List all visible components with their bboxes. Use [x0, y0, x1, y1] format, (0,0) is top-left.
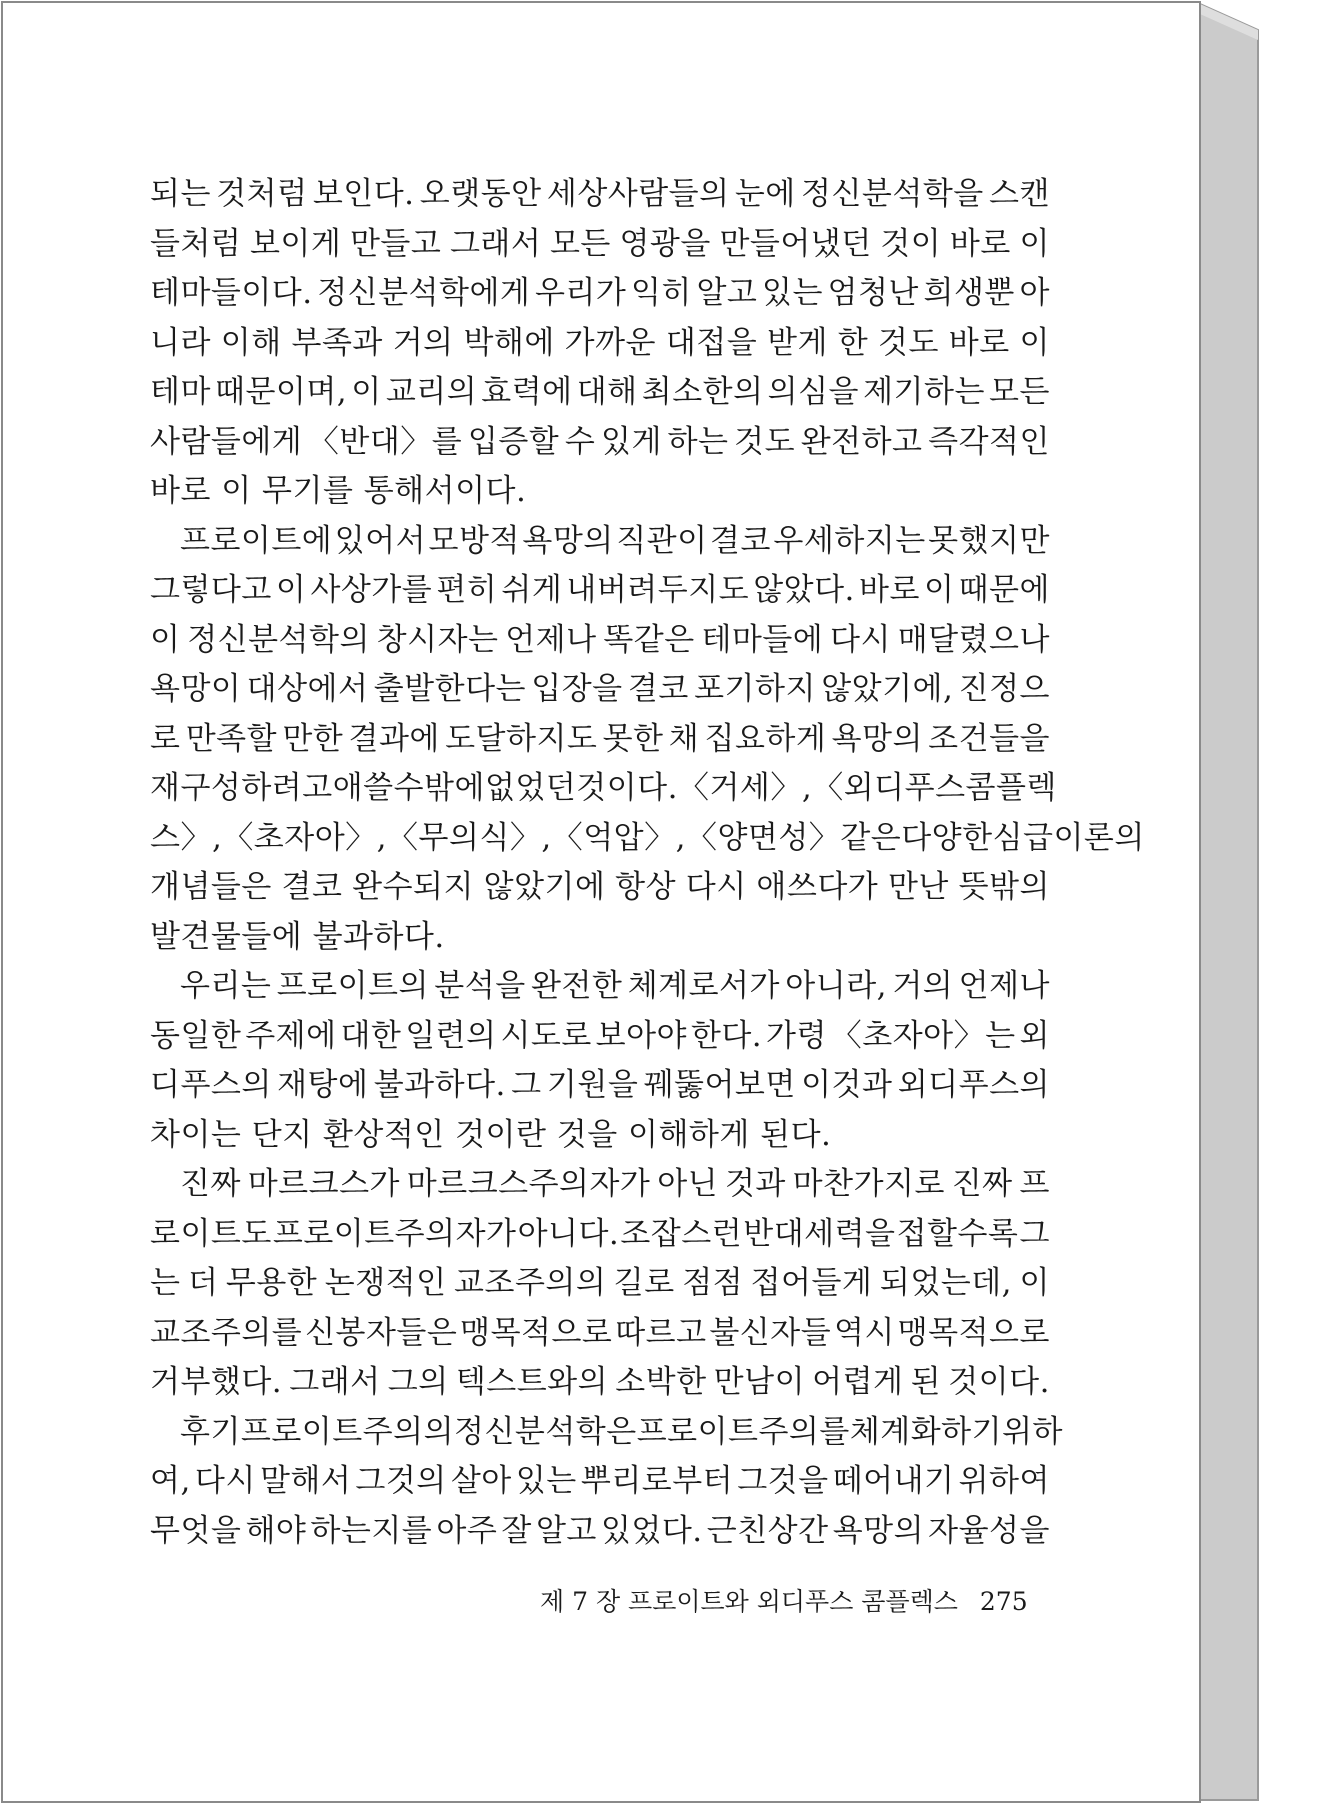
word: 후기프로이트주의의 — [180, 1413, 455, 1450]
word: 알고 — [535, 1512, 597, 1549]
word: 스〉, — [150, 819, 223, 856]
word: 교조주의의 — [454, 1265, 607, 1301]
word: 가까운 — [564, 324, 656, 361]
word: 사상가를 — [310, 572, 433, 608]
word: 편히 — [436, 572, 498, 608]
word: 테마들이다. — [150, 275, 313, 311]
text-line — [150, 1457, 1050, 1507]
word: 조건들을 — [928, 720, 1050, 757]
word: 언제나 — [505, 621, 597, 658]
word: 〈외디푸스 — [812, 770, 966, 806]
word: 수밖에 — [393, 770, 485, 806]
word: 여, — [150, 1463, 191, 1499]
word: 결코 — [627, 671, 689, 707]
text-line — [150, 467, 1050, 517]
word: 것이 — [880, 225, 942, 262]
word: 대상에서 — [246, 671, 369, 707]
word: 동일한 — [150, 1017, 242, 1054]
word: 의심을 — [767, 374, 859, 410]
word: 뜻밖의 — [958, 869, 1050, 905]
word: 우리가 — [534, 275, 627, 311]
word: 개념들은 — [150, 869, 272, 905]
word: 마르크스가 — [247, 1166, 400, 1202]
word: 주제에 — [245, 1017, 337, 1054]
text-line — [150, 962, 1050, 1012]
word: 보인다. — [312, 176, 415, 212]
word: 이해 — [220, 324, 282, 361]
word: 〈양면성〉 — [685, 819, 841, 856]
running-footer — [540, 1582, 1028, 1618]
word: 되는 — [150, 176, 211, 212]
word: 신봉자들은 — [305, 1314, 458, 1351]
word: 마르크스주의자가 — [406, 1166, 651, 1202]
word: 진정으 — [958, 671, 1050, 707]
word: 이 — [275, 572, 307, 608]
word: 그래서 — [289, 1364, 381, 1400]
text-line — [150, 1309, 1050, 1359]
word: 그의 — [387, 1364, 449, 1400]
text-line-content: 바로 이 무기를 통해서이다. — [150, 473, 527, 509]
word: 접할수록 — [896, 1215, 1019, 1252]
word: 는 — [150, 1265, 181, 1301]
word: 프 — [1019, 1166, 1050, 1202]
word: 로 — [150, 720, 181, 757]
word: 잘 — [501, 1512, 532, 1549]
word: 더 — [187, 1265, 219, 1301]
word: 그 — [1019, 1215, 1050, 1252]
word: 있어서 — [334, 522, 427, 559]
text-line — [150, 1358, 1050, 1408]
word: 무엇을 — [150, 1512, 242, 1549]
word: 프로이트주의를 — [636, 1413, 850, 1450]
word: 시도로 — [500, 1017, 592, 1054]
word: 거의 — [892, 968, 954, 1004]
word: 박해에 — [463, 324, 555, 361]
word: 있는 — [762, 275, 823, 311]
word: 진짜 — [180, 1166, 241, 1202]
word: 재탕에 — [277, 1067, 369, 1103]
word: 완전한 — [531, 968, 623, 1004]
word: 완전하고 — [800, 423, 923, 460]
word: 도달하지도 — [445, 720, 598, 757]
word: 애쓸 — [332, 770, 394, 806]
word: 무용한 — [225, 1265, 318, 1301]
word: 않았기에, — [821, 671, 954, 707]
word: 세상사람들의 — [546, 176, 730, 212]
word: 않았다. — [753, 572, 855, 608]
word: 일련의 — [405, 1017, 497, 1054]
word: 디푸스의 — [150, 1067, 272, 1103]
word: 결코 — [281, 869, 343, 905]
word: 있었다. — [600, 1512, 703, 1549]
word: 테마 — [150, 374, 211, 410]
word: 꿰뚫어보면 — [643, 1067, 796, 1103]
word: 그렇다고 — [150, 572, 272, 608]
word: 때문에 — [958, 572, 1050, 608]
word: 만난 — [887, 869, 949, 905]
word: 아니라, — [785, 968, 887, 1004]
word: 바로 — [859, 572, 920, 608]
word: 결코 — [710, 522, 771, 559]
word: 체계화하기 — [849, 1413, 1003, 1450]
word: 모방적 — [428, 522, 520, 559]
word: 되었는데, — [879, 1265, 1013, 1301]
text-line — [150, 616, 1050, 666]
word: 욕망의 — [832, 1512, 925, 1549]
word: 따르고 — [615, 1314, 707, 1351]
word: 이 — [1019, 1265, 1050, 1301]
word: 교리의 — [385, 374, 478, 410]
word: 그래서 — [449, 225, 542, 262]
word: 가령 — [766, 1017, 827, 1054]
page-number: 275 — [979, 1587, 1028, 1616]
word: 항상 — [615, 869, 677, 905]
word: 똑같은 — [603, 621, 695, 658]
text-line — [150, 566, 1050, 616]
word: 된 — [910, 1364, 942, 1400]
word: 보이게 — [249, 225, 342, 262]
text-line — [150, 913, 1050, 963]
word: 만들고 — [349, 225, 442, 262]
word: 포기하지 — [694, 671, 816, 707]
word: 대한 — [340, 1017, 402, 1054]
word: 이 — [1019, 324, 1050, 361]
word: 받게 — [767, 324, 828, 361]
word: 제기하는 — [863, 374, 985, 410]
word: 위하여 — [958, 1463, 1050, 1499]
word: 영광을 — [619, 225, 711, 262]
word: 수 — [564, 423, 596, 460]
word: 조잡스런 — [620, 1215, 743, 1252]
text-line — [150, 715, 1050, 765]
word: 마찬가지로 — [792, 1166, 945, 1202]
word: 논쟁적인 — [324, 1265, 447, 1301]
word: 정신분석학을 — [801, 176, 984, 212]
word: 근친상간 — [706, 1512, 829, 1549]
word: 눈에 — [734, 176, 796, 212]
word: 〈초자아〉는 — [830, 1017, 1016, 1054]
word: 떼어내기 — [832, 1463, 955, 1499]
text-line — [150, 1210, 1050, 1260]
text-line — [150, 764, 1057, 814]
word: 심급이론의 — [992, 819, 1145, 856]
word: 〈초자아〉, — [222, 819, 388, 856]
word: 알고 — [696, 275, 758, 311]
word: 애쓰다가 — [756, 869, 879, 905]
word: 어렵게 — [812, 1364, 904, 1400]
word: 재구성하려고 — [150, 770, 333, 806]
word: 정신분석학은 — [454, 1413, 637, 1450]
word: 것도 — [878, 324, 939, 361]
book-spine — [1200, 4, 1258, 1800]
word: 욕망의 — [831, 720, 923, 757]
text-line — [150, 1259, 1050, 1309]
word: 외 — [1019, 1017, 1050, 1054]
word: 프로이트의 — [276, 968, 429, 1004]
text-line — [150, 220, 1050, 270]
word: 〈억압〉, — [551, 819, 686, 856]
word: 이것과 — [801, 1067, 893, 1103]
word: 것이다. — [948, 1364, 1050, 1400]
word: 불과하다. — [373, 1067, 506, 1103]
word: 최소한의 — [641, 374, 764, 410]
word: 때문이며, — [215, 374, 348, 410]
word: 입증할 — [467, 423, 560, 460]
word: 하는 — [667, 423, 729, 460]
word: 외디푸스의 — [897, 1067, 1050, 1103]
word: 다양한 — [901, 819, 993, 856]
word: 스캔 — [989, 176, 1050, 212]
word: 텍스트와의 — [455, 1364, 609, 1400]
word: 즉각적인 — [928, 423, 1050, 460]
word: 교조주의를 — [150, 1314, 303, 1351]
word: 말해서 — [259, 1463, 352, 1499]
word: 우리는 — [180, 968, 272, 1004]
text-line — [150, 170, 1050, 220]
text-line — [150, 319, 1050, 369]
word: 뿌리로부터 — [580, 1463, 734, 1499]
word: 로이트도 — [150, 1215, 272, 1252]
word: 직관이 — [616, 522, 708, 559]
word: 프로이트에 — [180, 522, 333, 559]
word: 이 — [351, 374, 382, 410]
word: 거의 — [392, 324, 454, 361]
word: 모든 — [989, 374, 1050, 410]
chapter-title: 제 7 장 프로이트와 외디푸스 콤플렉스 — [540, 1587, 958, 1616]
word: 만남이 — [713, 1364, 806, 1400]
word: 그것의 — [355, 1463, 447, 1499]
word: 것처럼 — [216, 176, 308, 212]
word: 있게 — [601, 423, 662, 460]
word: 역시 — [833, 1314, 895, 1351]
word: 한 — [837, 324, 869, 361]
text-line — [150, 368, 1050, 418]
text-line — [150, 517, 1050, 567]
word: 만족할 — [185, 720, 278, 757]
text-line-content: 차이는 단지 환상적인 것이란 것을 이해하게 된다. — [150, 1116, 832, 1153]
word: 불신자들 — [709, 1314, 832, 1351]
text-line — [150, 1160, 1050, 1210]
word: 프로이트주의자가 — [272, 1215, 517, 1252]
word: 점점 — [682, 1265, 744, 1301]
word: 않았기에 — [483, 869, 606, 905]
word: 다시 — [194, 1463, 256, 1499]
word: 만한 — [282, 720, 344, 757]
word: 보아야 — [595, 1017, 687, 1054]
word: 들처럼 — [150, 225, 242, 262]
text-line-content: 발견물들에 불과하다. — [150, 918, 445, 955]
word: 살아 — [450, 1463, 512, 1499]
word: 대접을 — [665, 324, 758, 361]
word: 거부했다. — [150, 1364, 283, 1400]
word: 것이다. — [576, 770, 678, 806]
word: 만들어냈던 — [719, 225, 872, 262]
word: 〈거세〉, — [677, 770, 813, 806]
text-line — [150, 1507, 1050, 1557]
word: 아니다. — [517, 1215, 620, 1252]
word: 희생뿐 — [923, 275, 1015, 311]
word: 집요하게 — [704, 720, 827, 757]
word: 완수되지 — [352, 869, 474, 905]
word: 바로 — [948, 324, 1010, 361]
text-line — [150, 863, 1050, 913]
word: 못한 — [602, 720, 664, 757]
word: 맹목적으로 — [897, 1314, 1050, 1351]
word: 익히 — [630, 275, 692, 311]
word: 쉬게 — [501, 572, 563, 608]
word: 다시 — [830, 621, 891, 658]
word: 같은 — [840, 819, 902, 856]
word: 니라 — [150, 324, 211, 361]
word: 반대세력을 — [743, 1215, 896, 1252]
text-line — [150, 1408, 1063, 1458]
body-text — [150, 170, 1145, 1556]
word: 이 — [150, 621, 181, 658]
word: 것도 — [734, 423, 796, 460]
word: 분석을 — [434, 968, 526, 1004]
word: 해야 — [245, 1512, 307, 1549]
text-line — [150, 1012, 1050, 1062]
word: 콤플렉 — [965, 770, 1057, 806]
word: 출발한다는 — [373, 671, 526, 707]
word: 못했지만 — [928, 522, 1050, 559]
word: 그 — [511, 1067, 542, 1103]
word: 길로 — [613, 1265, 675, 1301]
word: 한다. — [690, 1017, 763, 1054]
word: 아주 — [436, 1512, 498, 1549]
word: 언제나 — [958, 968, 1050, 1004]
word: 〈무의식〉, — [387, 819, 552, 856]
word: 접어들게 — [750, 1265, 873, 1301]
word: 모든 — [549, 225, 611, 262]
word: 소박한 — [615, 1364, 707, 1400]
word: 맹목적으로 — [460, 1314, 613, 1351]
word: 기원을 — [546, 1067, 639, 1103]
word: 엄청난 — [827, 275, 919, 311]
text-line — [150, 269, 1050, 319]
word: 결과에 — [348, 720, 440, 757]
word: 바로 — [949, 225, 1011, 262]
word: 자율성을 — [928, 1512, 1050, 1549]
word: 것과 — [724, 1166, 786, 1202]
text-line — [150, 665, 1050, 715]
word: 우세하지는 — [773, 522, 926, 559]
text-line — [150, 418, 1050, 468]
word: 효력에 — [481, 374, 573, 410]
word: 내버려두지도 — [566, 572, 750, 608]
word: 정신분석학의 — [187, 621, 370, 658]
word: 대해 — [576, 374, 638, 410]
word: 다시 — [685, 869, 747, 905]
word: 오랫동안 — [419, 176, 542, 212]
word: 〈반대〉를 — [307, 423, 463, 460]
word: 창시자는 — [376, 621, 499, 658]
word: 욕망이 — [150, 671, 242, 707]
word: 사람들에게 — [150, 423, 303, 460]
text-line — [150, 1061, 1050, 1111]
word: 이 — [1019, 225, 1050, 262]
word: 체계로서가 — [627, 968, 780, 1004]
word: 그것을 — [737, 1463, 829, 1499]
word: 정신분석학에게 — [317, 275, 531, 311]
word: 진짜 — [951, 1166, 1013, 1202]
word: 매달렸으나 — [897, 621, 1050, 658]
word: 테마들에 — [701, 621, 824, 658]
text-line — [150, 814, 1145, 864]
text-line — [150, 1111, 1050, 1161]
word: 있는 — [515, 1463, 577, 1499]
word: 이 — [924, 572, 955, 608]
word: 위하 — [1002, 1413, 1063, 1450]
word: 없었던 — [484, 770, 577, 806]
word: 채 — [668, 720, 700, 757]
word: 아닌 — [657, 1166, 719, 1202]
word: 부족과 — [291, 324, 383, 361]
word: 욕망의 — [522, 522, 614, 559]
word: 하는지를 — [310, 1512, 433, 1549]
word: 입장을 — [531, 671, 623, 707]
word: 아 — [1019, 275, 1050, 311]
